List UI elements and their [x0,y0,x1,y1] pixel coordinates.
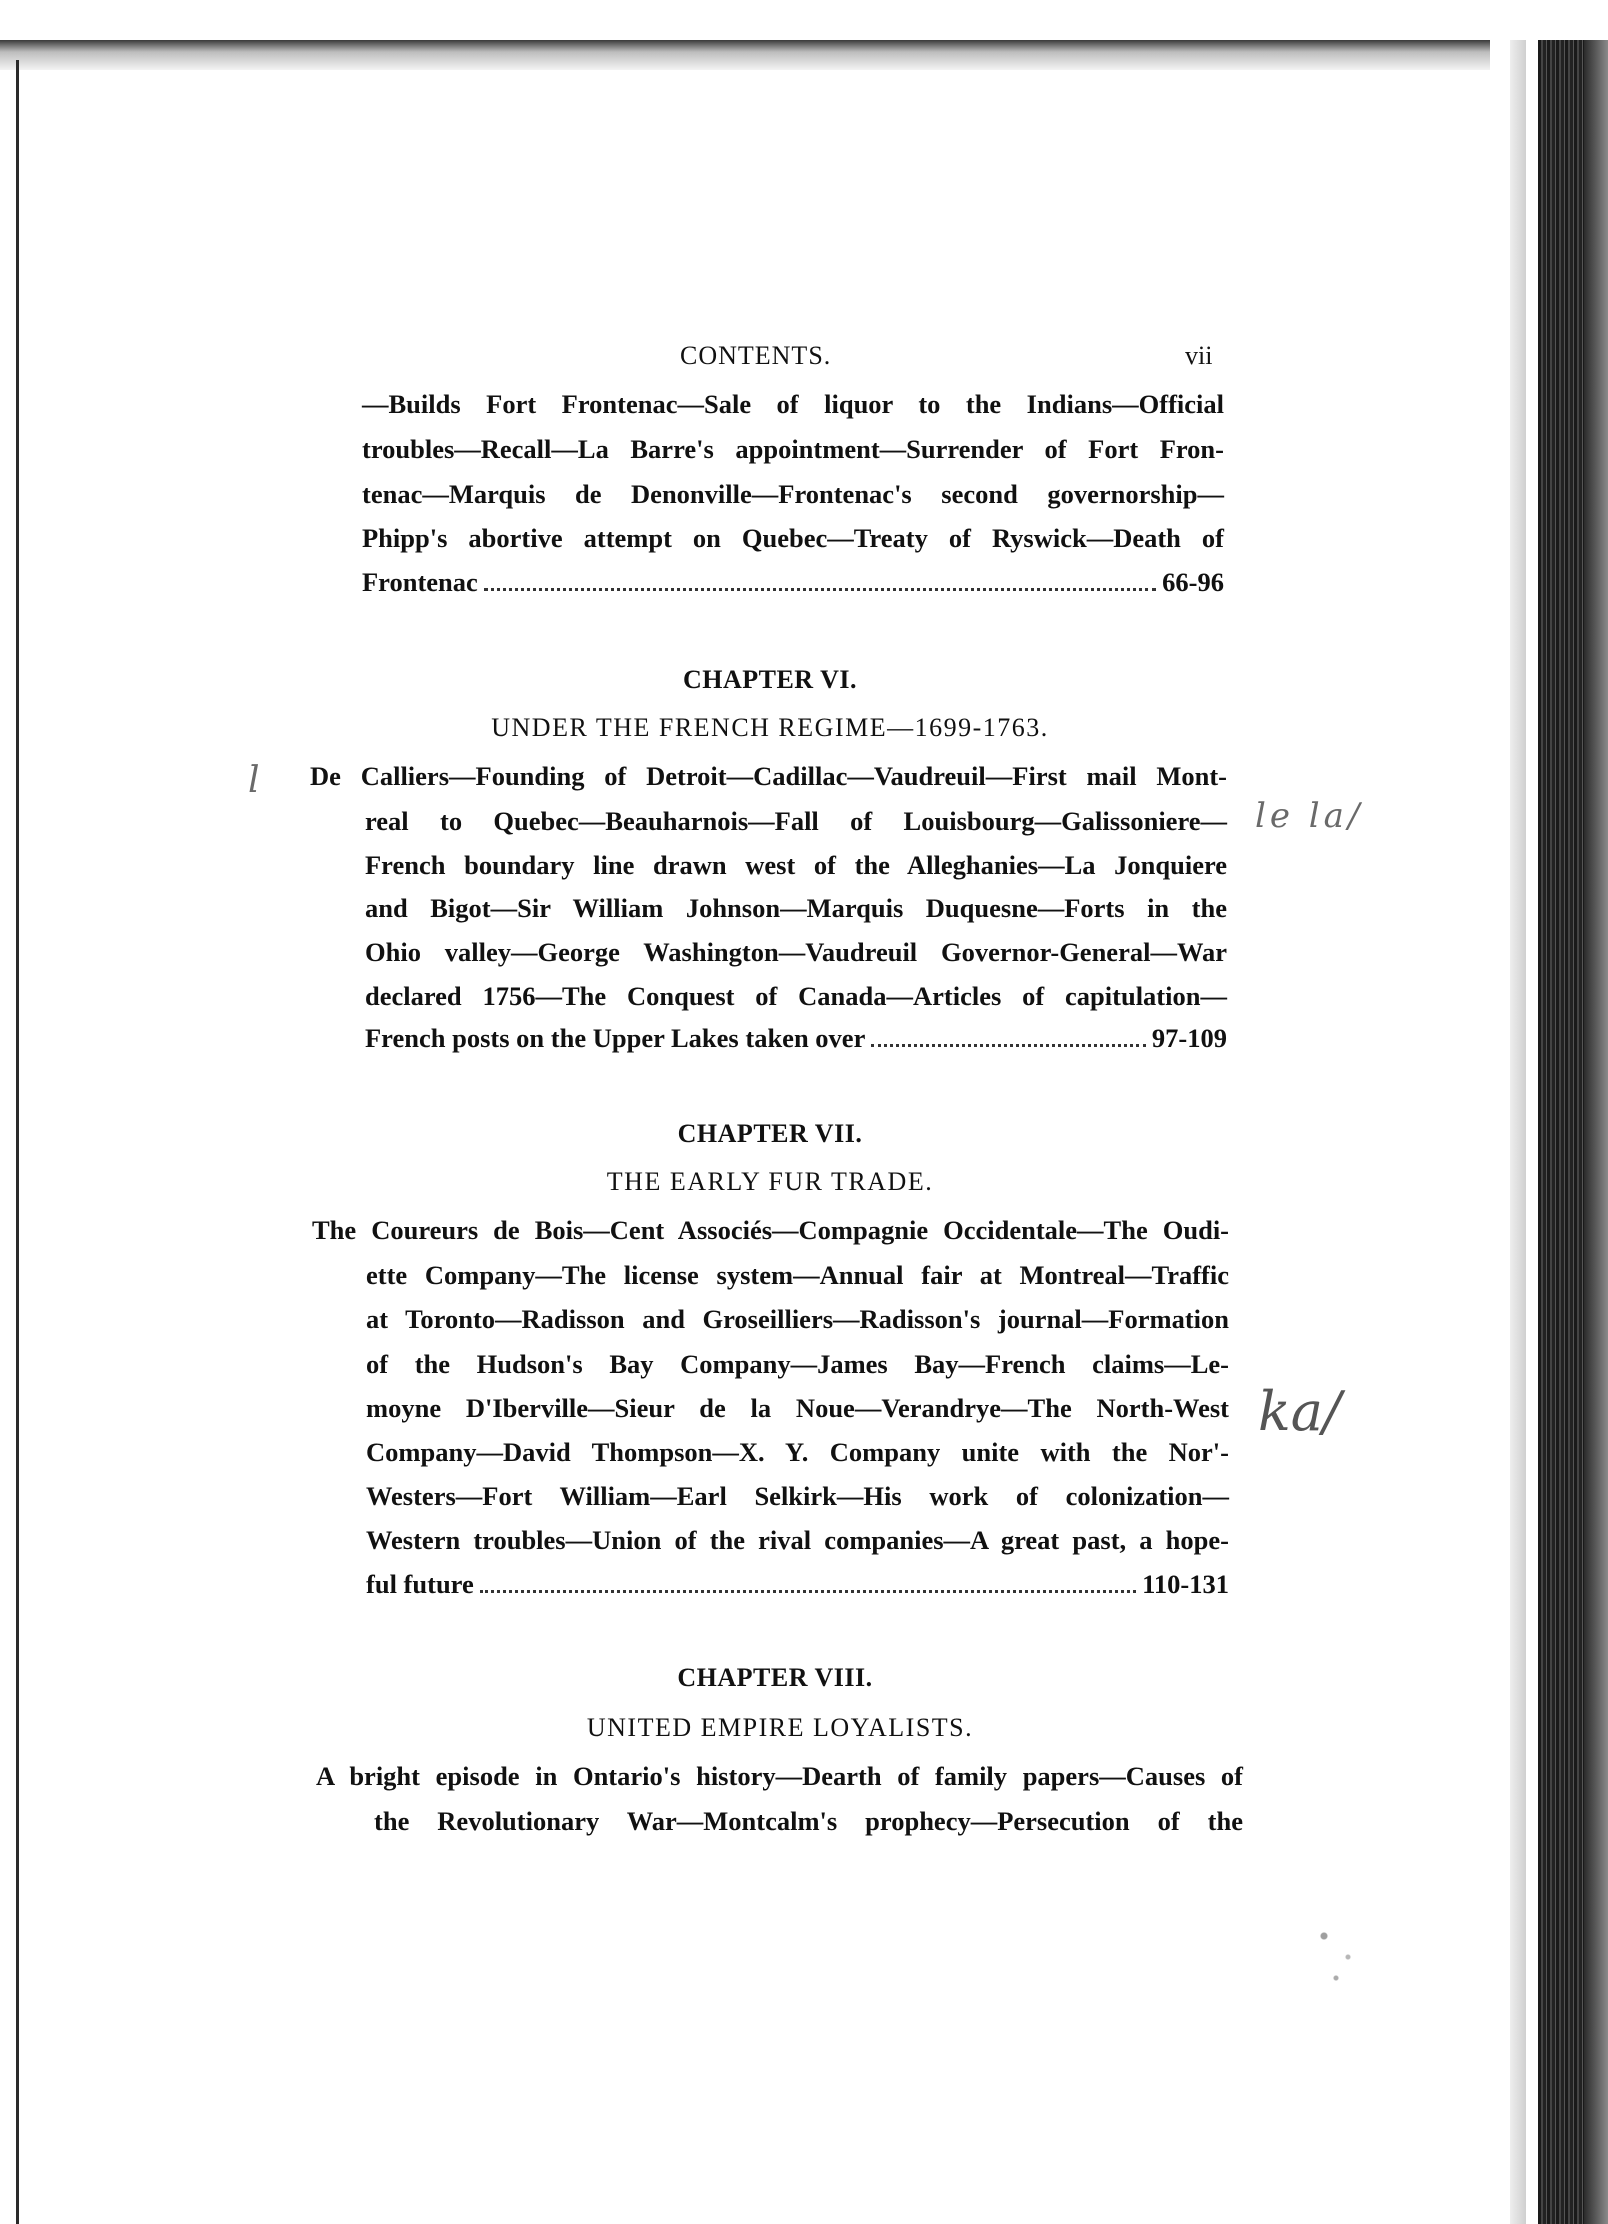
contents-line: tenac—Marquis de Denonville—Frontenac's second governorship— [362,479,1224,509]
contents-line: of the Hudson's Bay Company—James Bay—French claims—Le- [366,1349,1229,1379]
contents-line: Ohio valley—George Washington—Vaudreuil Governor-General—War [365,937,1227,967]
page-range: 110-131 [1142,1569,1229,1599]
page-smudge [1300,1880,1380,2020]
page-number: vii [1185,341,1213,370]
contents-line: Westers—Fort William—Earl Selkirk—His work of colonization— [366,1481,1229,1511]
page-range: 97-109 [1151,1023,1227,1053]
chapter-heading: CHAPTER VI. [682,665,858,694]
contents-line: Phipp's abortive attempt on Quebec—Treaty of Ryswick—Death of [362,523,1224,553]
page-edge-strip [1510,40,1526,2224]
contents-last-line [365,1022,1227,1054]
contents-line: real to Quebec—Beauharnois—Fall of Louisbourg—Galissoniere— [365,806,1227,836]
contents-line: French boundary line drawn west of the Alleghanies—La Jonquiere [365,850,1227,880]
contents-line: ette Company—The license system—Annual fair at Montreal—Traffic [366,1260,1229,1290]
contents-line: A bright episode in Ontario's history—Dearth of family papers—Causes of [316,1761,1243,1791]
contents-line: De Calliers—Founding of Detroit—Cadillac—Vaudreuil—First mail Mont- [310,761,1227,791]
margin-annotation-left: l [248,760,260,801]
page-left-edge [16,60,19,2224]
chapter-title: UNDER THE FRENCH REGIME—1699-1763. [491,713,1049,742]
chapter-title: UNITED EMPIRE LOYALISTS. [586,1713,974,1742]
margin-annotation-right: ka/ [1258,1380,1342,1443]
dot-leader [871,1043,1146,1047]
contents-line: —Builds Fort Frontenac—Sale of liquor to the Indians—Official [362,389,1224,419]
contents-line: declared 1756—The Conquest of Canada—Articles of capitulation— [365,981,1227,1011]
page-edge-strip [1538,40,1584,2224]
contents-line: Western troubles—Union of the rival companies—A great past, a hope- [366,1525,1229,1555]
dot-leader [484,587,1156,591]
contents-line: The Coureurs de Bois—Cent Associés—Compagnie Occidentale—The Oudi- [312,1215,1229,1245]
entry-text: French posts on the Upper Lakes taken over [365,1023,866,1053]
chapter-heading: CHAPTER VII. [677,1119,863,1148]
running-head: CONTENTS. [680,341,832,370]
contents-last-line [366,1568,1229,1600]
dot-leader [480,1589,1136,1593]
contents-line: Company—David Thompson—X. Y. Company unite with the Nor'- [366,1437,1229,1467]
contents-line: moyne D'Iberville—Sieur de la Noue—Verandrye—The North-West [366,1393,1229,1423]
contents-line: the Revolutionary War—Montcalm's prophecy—Persecution of the [374,1806,1243,1836]
page-edge-strip [1584,40,1608,2224]
entry-text: Frontenac [362,567,478,597]
contents-line: troubles—Recall—La Barre's appointment—Surrender of Fort Fron- [362,434,1224,464]
chapter-heading: CHAPTER VIII. [677,1663,873,1692]
contents-last-line [362,566,1224,598]
page-range: 66-96 [1162,567,1224,597]
chapter-title: THE EARLY FUR TRADE. [606,1167,934,1196]
entry-text: ful future [366,1569,474,1599]
scan-top-shadow [0,40,1490,70]
contents-line: and Bigot—Sir William Johnson—Marquis Duquesne—Forts in the [365,893,1227,923]
contents-line: at Toronto—Radisson and Groseilliers—Radisson's journal—Formation [366,1304,1229,1334]
book-page-edges [1510,40,1608,2224]
page-edge-strip [1526,40,1538,2224]
margin-annotation-right: le la/ [1255,796,1364,836]
